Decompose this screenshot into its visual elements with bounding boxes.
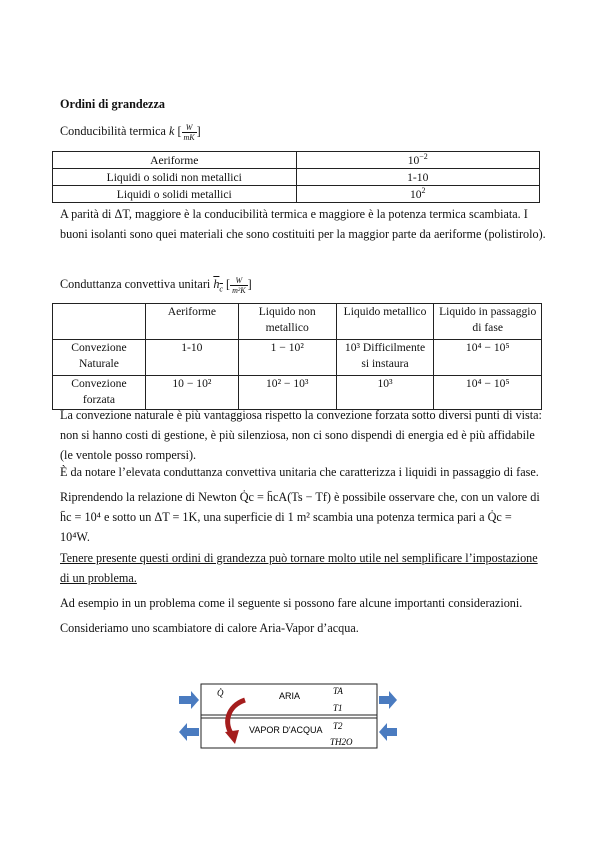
paragraph: Ad esempio in un problema come il seguente si possono fare alcune importanti considerazioni. [60,596,523,610]
convective-symbol: $h_c$ [213,277,223,294]
table-cell: 10⁴ − 10⁵ [434,376,542,410]
temp-a-label: TA [333,686,343,696]
paragraph: Riprendendo la relazione di Newton Q̇c = h̄cA(Ts − Tf) è possibile osservare che, con un valore di h̄c = 10⁴ e sotto un ΔT = 1K, una superficie di 1 m² scambia una potenza termica pari a Q̇c = 10⁴W. [60,490,540,544]
convection-table [52,303,542,410]
convective-title: Conduttanza convettiva unitari $h_c$ [ $\frac{W}{\text{m²K}}$ ] [60,275,252,295]
table-row [53,152,540,169]
paragraph: A parità di ΔT, maggiore è la conducibilità termica e maggiore è la potenza termica scambiata. I buoni isolanti sono quei materiali che sono costituiti per la maggior parte da aeriforme (polistirolo). [60,207,546,241]
conductivity-table [52,151,540,203]
table-cell: 10² − 10³ [238,376,336,410]
table-row [53,340,542,376]
table-cell: 1-10 [296,169,540,186]
section-heading: Ordini di grandezza [60,97,165,111]
table-cell: 1-10 [145,340,238,376]
convective-label: Conduttanza convettiva unitari [60,277,211,291]
temp-2-label: T2 [333,721,343,731]
table-header-cell: Liquido in passaggio di fase [434,304,542,340]
table-cell: Aeriforme [53,152,297,169]
q-label: Q̇ [217,688,224,698]
table-cell: Liquidi o solidi metallici [53,186,297,203]
table-cell: 10 − 10² [145,376,238,410]
heat-flow-arrowhead-icon [225,730,239,744]
table-cell: $10^2$ [296,186,540,203]
table-cell: Convezione Naturale [53,340,146,376]
table-row [53,304,542,340]
convective-unit: $\frac{W}{\text{m²K}}$ [232,275,246,295]
temp-h2o-label: TH2O [330,737,353,747]
table-row [53,186,540,203]
table-cell: 1 − 10² [238,340,336,376]
arrow-left-icon [179,723,199,741]
paragraph-underlined: Tenere presente questi ordini di grandezza può tornare molto utile nel semplificare l’impostazione di un problema. [60,551,538,585]
air-label: ARIA [279,691,301,701]
conductivity-label: Conducibilità termica [60,124,166,138]
paragraph: Consideriamo uno scambiatore di calore Aria-Vapor d’acqua. [60,621,359,635]
paragraph: La convezione naturale è più vantaggiosa rispetto la convezione forzata sotto diversi punti di vista: non si hanno costi di gestione, è più silenziosa, non ci sono dispendi di energia ed è più affidabile (le ventole posso rompersi). [60,408,542,462]
arrow-left-icon [379,723,397,741]
table-header-cell: Liquido non metallico [238,304,336,340]
vapor-label: VAPOR D'ACQUA [249,725,323,735]
conductivity-title: Conducibilità termica k [ $\frac{W}{mK}$ ] [60,122,201,142]
table-cell: $10^{-2}$ [296,152,540,169]
table-cell: 10³ Difficilmente si instaura [336,340,434,376]
temp-1-label: T1 [333,703,343,713]
conductivity-symbol: k [168,124,175,138]
table-cell: Convezione forzata [53,376,146,410]
table-cell: 10³ [336,376,434,410]
conductivity-unit: $\frac{W}{mK}$ [183,122,195,142]
table-header-cell: Liquido metallico [336,304,434,340]
table-row [53,169,540,186]
arrow-right-icon [179,691,199,709]
heat-exchanger-diagram [175,680,425,752]
arrow-right-icon [379,691,397,709]
paragraph: È da notare l’elevata conduttanza convettiva unitaria che caratterizza i liquidi in passaggio di fase. [60,465,539,479]
table-header-cell [53,304,146,340]
table-cell: 10⁴ − 10⁵ [434,340,542,376]
table-cell: Liquidi o solidi non metallici [53,169,297,186]
table-header-cell: Aeriforme [145,304,238,340]
